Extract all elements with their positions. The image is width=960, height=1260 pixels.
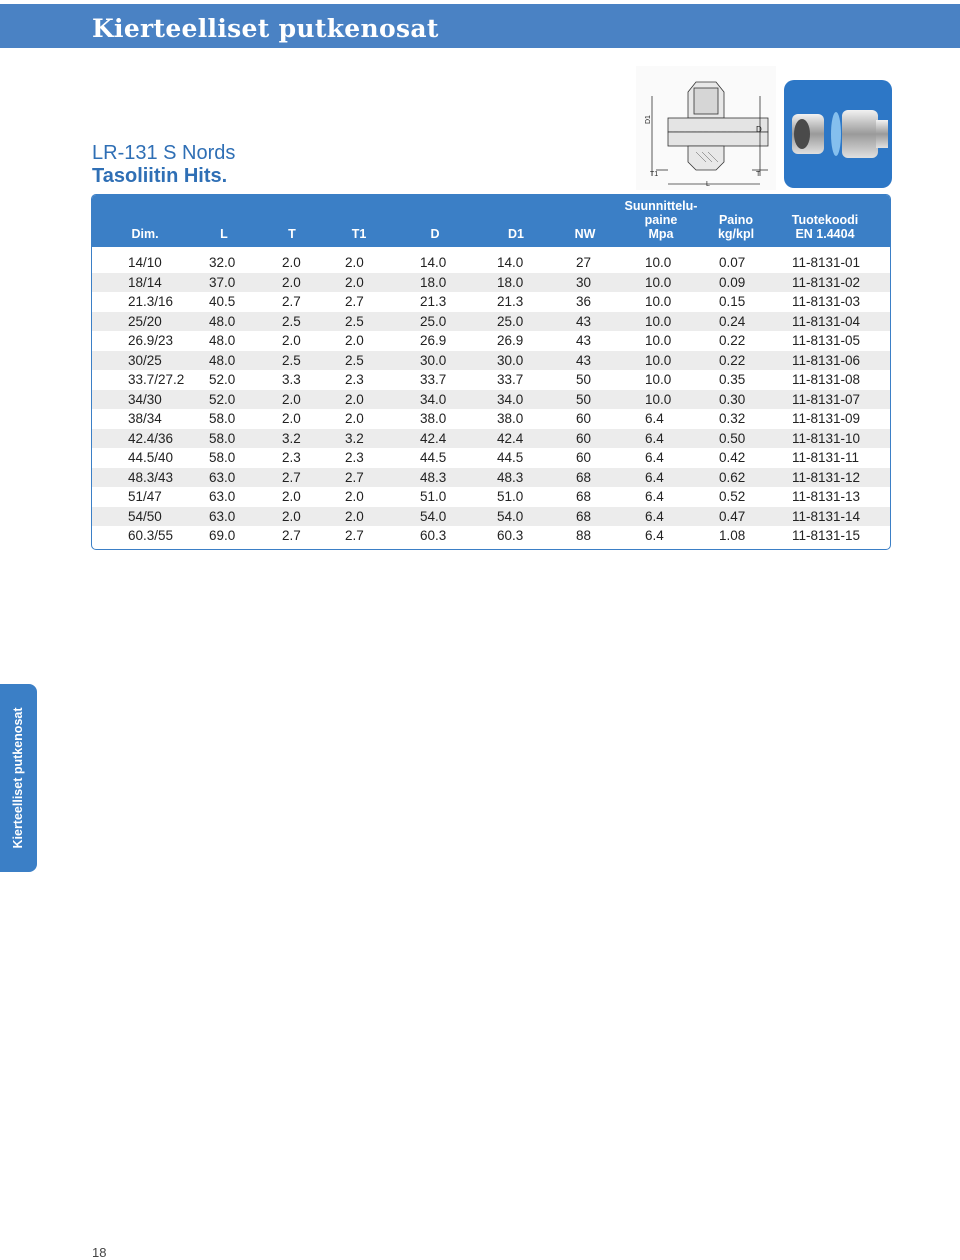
cell-weight: 0.24 [719, 313, 746, 329]
table-header [92, 195, 890, 247]
cell-d1: 33.7 [497, 372, 524, 387]
cell-pressure: 10.0 [645, 255, 672, 270]
cell-t1: 2.0 [345, 508, 364, 524]
product-table [91, 194, 891, 550]
cell-dim: 60.3/55 [128, 528, 174, 543]
table-row [92, 253, 890, 273]
cell-t1: 2.3 [345, 450, 364, 465]
cell-pressure: 10.0 [645, 352, 672, 368]
cell-weight: 0.50 [719, 430, 746, 446]
cell-d: 34.0 [420, 391, 447, 407]
cell-t1: 2.0 [345, 391, 364, 407]
cell-pressure: 10.0 [645, 294, 672, 309]
cell-product-code: 11-8131-05 [792, 333, 861, 348]
cell-nw: 27 [576, 255, 592, 270]
table-row [92, 429, 890, 449]
cell-product-code: 11-8131-10 [792, 430, 861, 446]
cell-weight: 0.07 [719, 255, 746, 270]
cell-t: 2.0 [282, 391, 301, 407]
cell-nw: 43 [576, 333, 592, 348]
cell-l: 48.0 [209, 333, 236, 348]
cell-d1: 25.0 [497, 313, 524, 329]
cell-weight: 0.62 [719, 469, 746, 485]
cell-l: 52.0 [209, 391, 236, 407]
cell-pressure: 6.4 [645, 450, 664, 465]
cell-product-code: 11-8131-08 [792, 372, 861, 387]
cell-product-code: 11-8131-04 [792, 313, 861, 329]
cell-l: 58.0 [209, 411, 236, 426]
cell-t: 2.5 [282, 313, 301, 329]
diagram-label-t: T [756, 171, 761, 178]
cell-t: 2.7 [282, 528, 301, 543]
cell-l: 48.0 [209, 313, 236, 329]
product-photo [784, 80, 892, 188]
cell-weight: 1.08 [719, 528, 746, 543]
cell-t1: 2.3 [345, 372, 364, 387]
cell-pressure: 10.0 [645, 274, 672, 290]
cell-nw: 60 [576, 411, 592, 426]
cell-t1: 2.0 [345, 411, 364, 426]
cell-d1: 26.9 [497, 333, 524, 348]
header-bar [0, 4, 960, 48]
cell-nw: 68 [576, 489, 592, 504]
cell-nw: 36 [576, 294, 592, 309]
cell-d: 60.3 [420, 528, 447, 543]
cell-l: 63.0 [209, 508, 236, 524]
side-tab-label: Kierteelliset putkenosat [11, 707, 25, 849]
cell-d1: 18.0 [497, 274, 524, 290]
page-title: Kierteelliset putkenosat [92, 14, 439, 43]
cell-t: 2.7 [282, 469, 301, 485]
cell-pressure: 6.4 [645, 489, 664, 504]
cell-d: 18.0 [420, 274, 447, 290]
cell-nw: 88 [576, 528, 592, 543]
table-row [92, 331, 890, 351]
table-row [92, 390, 890, 410]
cell-dim: 26.9/23 [128, 333, 174, 348]
technical-drawing [636, 66, 776, 190]
cell-d1: 21.3 [497, 294, 524, 309]
diagram-label-t1: T1 [650, 171, 659, 178]
cell-t: 2.0 [282, 489, 301, 504]
cell-d: 14.0 [420, 255, 447, 270]
cell-t1: 2.0 [345, 274, 364, 290]
cell-l: 63.0 [209, 489, 236, 504]
cell-product-code: 11-8131-06 [792, 352, 861, 368]
cell-product-code: 11-8131-11 [792, 450, 860, 465]
cell-d1: 51.0 [497, 489, 524, 504]
cell-d: 44.5 [420, 450, 447, 465]
cell-t1: 2.7 [345, 528, 364, 543]
cell-weight: 0.42 [719, 450, 746, 465]
cell-pressure: 10.0 [645, 313, 672, 329]
cell-dim: 48.3/43 [128, 469, 174, 485]
table-row [92, 487, 890, 507]
cell-weight: 0.32 [719, 411, 746, 426]
cell-d1: 42.4 [497, 430, 524, 446]
cell-product-code: 11-8131-14 [792, 508, 861, 524]
cell-d1: 30.0 [497, 352, 524, 368]
page-number: 18 [92, 1245, 107, 1260]
cell-t: 2.0 [282, 508, 301, 524]
cell-t: 3.2 [282, 430, 301, 446]
cell-pressure: 10.0 [645, 372, 672, 387]
cell-d1: 48.3 [497, 469, 524, 485]
cell-t1: 2.7 [345, 294, 364, 309]
cell-nw: 60 [576, 430, 592, 446]
cell-nw: 68 [576, 469, 592, 485]
cell-t: 2.7 [282, 294, 301, 309]
cell-d1: 34.0 [497, 391, 524, 407]
cell-nw: 43 [576, 352, 592, 368]
cell-d1: 60.3 [497, 528, 524, 543]
cell-pressure: 10.0 [645, 333, 672, 348]
cell-product-code: 11-8131-13 [792, 489, 861, 504]
cell-t: 2.0 [282, 274, 301, 290]
cell-l: 58.0 [209, 430, 236, 446]
cell-weight: 0.09 [719, 274, 746, 290]
cell-d: 42.4 [420, 430, 447, 446]
cell-dim: 42.4/36 [128, 430, 174, 446]
table-row [92, 468, 890, 488]
cell-d: 25.0 [420, 313, 447, 329]
cell-weight: 0.22 [719, 352, 746, 368]
side-tab [0, 684, 37, 872]
cell-weight: 0.47 [719, 508, 746, 524]
cell-weight: 0.52 [719, 489, 746, 504]
cell-weight: 0.22 [719, 333, 746, 348]
table-row [92, 507, 890, 527]
table-row [92, 292, 890, 312]
cell-d: 38.0 [420, 411, 447, 426]
cell-nw: 43 [576, 313, 592, 329]
cell-pressure: 6.4 [645, 430, 664, 446]
cell-d: 51.0 [420, 489, 447, 504]
header-t1: T1 [351, 227, 367, 241]
cell-dim: 38/34 [128, 411, 162, 426]
cell-d: 33.7 [420, 372, 447, 387]
table-row [92, 312, 890, 332]
header-t: T [288, 227, 296, 241]
cell-t1: 2.0 [345, 255, 364, 270]
cell-dim: 21.3/16 [128, 294, 174, 309]
cell-dim: 51/47 [128, 489, 162, 504]
cell-l: 69.0 [209, 528, 236, 543]
cell-t1: 2.5 [345, 313, 364, 329]
cell-pressure: 10.0 [645, 391, 672, 407]
cell-d: 48.3 [420, 469, 447, 485]
cell-t: 3.3 [282, 372, 301, 387]
product-name: LR-131 S Nords [92, 142, 236, 164]
cell-t: 2.0 [282, 333, 301, 348]
cell-t: 2.3 [282, 450, 301, 465]
header-d1: D1 [508, 227, 524, 241]
cell-pressure: 6.4 [645, 528, 664, 543]
header-l: L [220, 227, 228, 241]
cell-dim: 14/10 [128, 255, 162, 270]
table-row [92, 409, 890, 429]
table-row [92, 448, 890, 468]
diagram-label-d: D [756, 125, 762, 134]
cell-t1: 2.7 [345, 469, 364, 485]
cell-weight: 0.35 [719, 372, 746, 387]
cell-d: 21.3 [420, 294, 447, 309]
cell-t1: 3.2 [345, 430, 364, 446]
cell-product-code: 11-8131-03 [792, 294, 861, 309]
cell-dim: 18/14 [128, 274, 162, 290]
cell-d1: 44.5 [497, 450, 524, 465]
header-nw: NW [574, 227, 596, 241]
cell-dim: 33.7/27.2 [128, 372, 185, 387]
cell-d1: 14.0 [497, 255, 524, 270]
cell-l: 40.5 [209, 294, 236, 309]
cell-product-code: 11-8131-09 [792, 411, 861, 426]
table-body [92, 253, 890, 546]
cell-product-code: 11-8131-02 [792, 274, 861, 290]
cell-pressure: 6.4 [645, 469, 664, 485]
diagram-label-l: L [706, 181, 710, 188]
cell-l: 32.0 [209, 255, 236, 270]
cell-product-code: 11-8131-12 [792, 469, 861, 485]
cell-d: 54.0 [420, 508, 447, 524]
cell-d1: 54.0 [497, 508, 524, 524]
cell-l: 48.0 [209, 352, 236, 368]
cell-weight: 0.15 [719, 294, 746, 309]
cell-t1: 2.5 [345, 352, 364, 368]
cell-nw: 50 [576, 372, 592, 387]
cell-dim: 54/50 [128, 508, 162, 524]
cell-t1: 2.0 [345, 333, 364, 348]
header-product-code: Tuotekoodi EN 1.4404 [791, 213, 859, 241]
technical-drawing-svg [636, 66, 776, 190]
cell-l: 63.0 [209, 469, 236, 485]
cell-d: 30.0 [420, 352, 447, 368]
header-d: D [430, 227, 440, 241]
cell-dim: 34/30 [128, 391, 162, 407]
header-dim: Dim. [131, 227, 159, 241]
cell-t: 2.5 [282, 352, 301, 368]
table-row [92, 351, 890, 371]
cell-nw: 50 [576, 391, 592, 407]
table-row [92, 526, 890, 546]
cell-d: 26.9 [420, 333, 447, 348]
cell-t1: 2.0 [345, 489, 364, 504]
cell-t: 2.0 [282, 411, 301, 426]
cell-d1: 38.0 [497, 411, 524, 426]
diagram-label-d1: D1 [645, 115, 652, 124]
cell-nw: 30 [576, 274, 592, 290]
cell-t: 2.0 [282, 255, 301, 270]
cell-weight: 0.30 [719, 391, 746, 407]
cell-dim: 44.5/40 [128, 450, 174, 465]
cell-product-code: 11-8131-15 [792, 528, 861, 543]
table-row [92, 370, 890, 390]
product-subtitle: Tasoliitin Hits. [92, 165, 228, 187]
cell-pressure: 6.4 [645, 508, 664, 524]
cell-product-code: 11-8131-07 [792, 391, 861, 407]
cell-l: 58.0 [209, 450, 236, 465]
cell-nw: 60 [576, 450, 592, 465]
cell-dim: 30/25 [128, 352, 162, 368]
cell-pressure: 6.4 [645, 411, 664, 426]
table-row [92, 273, 890, 293]
fitting-photo-icon [784, 80, 892, 188]
cell-l: 37.0 [209, 274, 236, 290]
header-pressure: Suunnittelu- paine Mpa [624, 199, 698, 241]
cell-l: 52.0 [209, 372, 236, 387]
cell-dim: 25/20 [128, 313, 162, 329]
cell-nw: 68 [576, 508, 592, 524]
header-weight: Paino kg/kpl [717, 213, 755, 241]
cell-product-code: 11-8131-01 [792, 255, 861, 270]
